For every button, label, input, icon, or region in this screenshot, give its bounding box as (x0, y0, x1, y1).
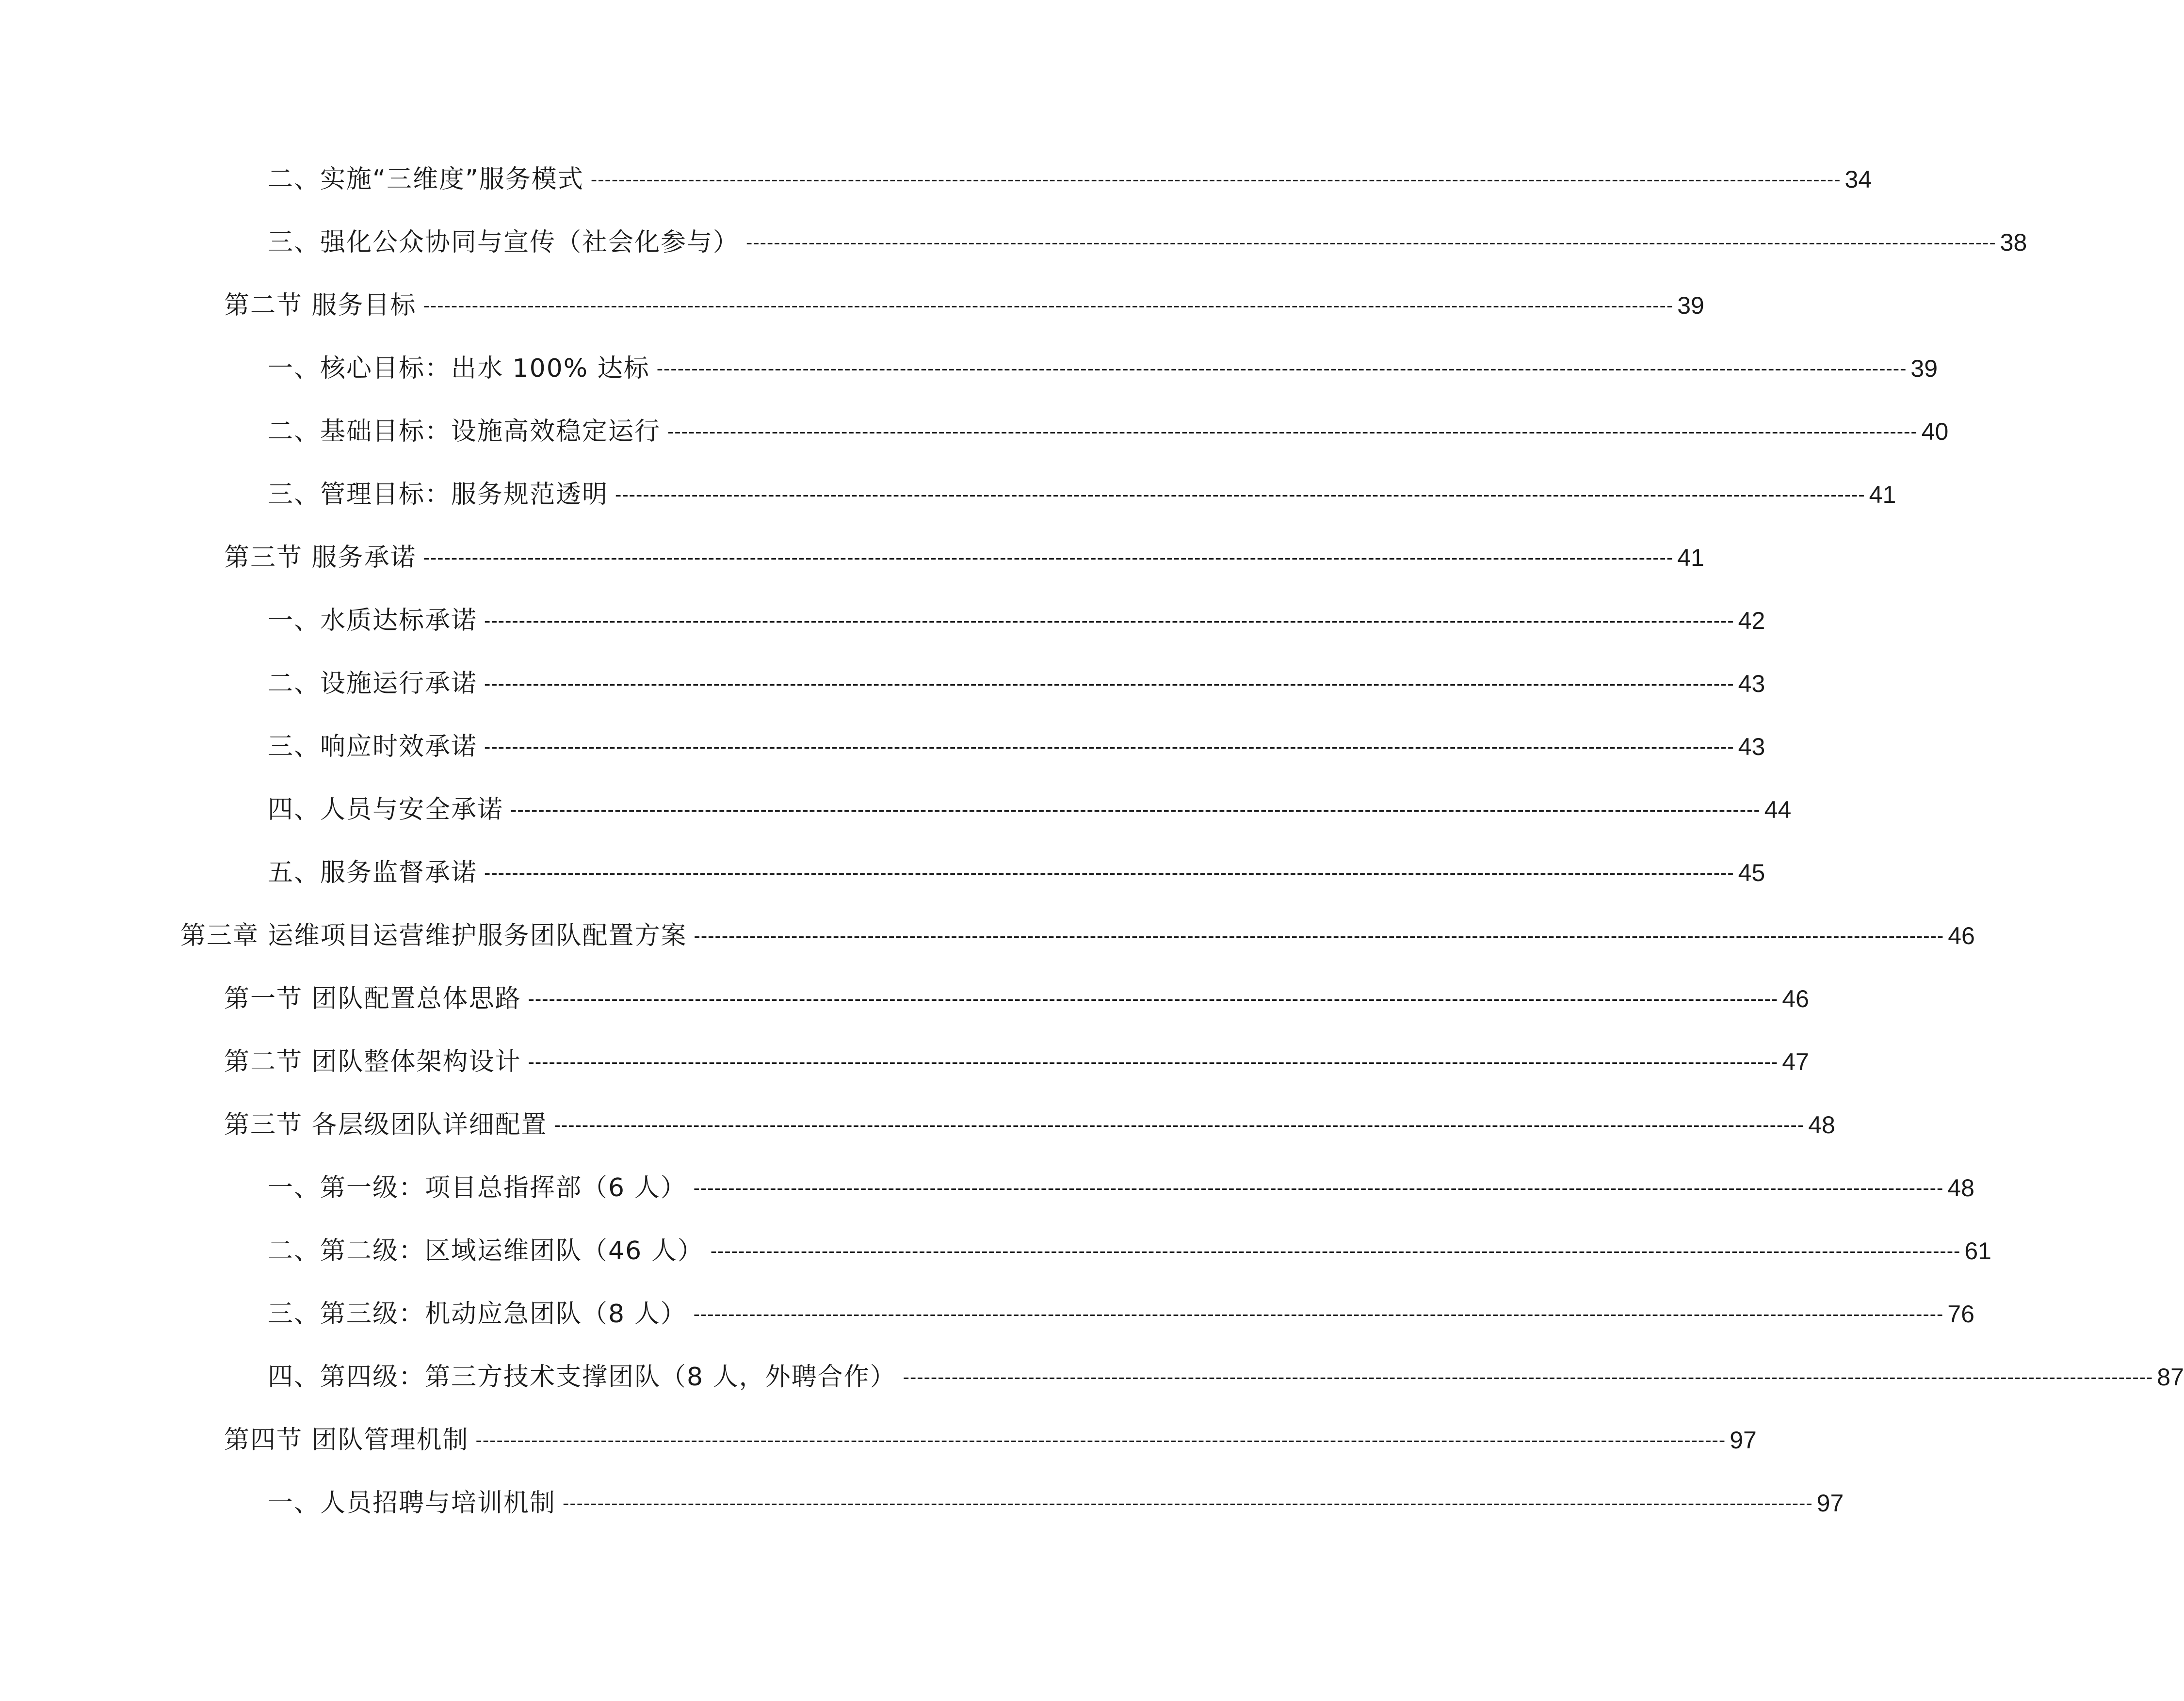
toc-page-number: 39 (1677, 292, 1704, 319)
toc-dot-leader: ------------------------------------------------------------------------------------------------------------------------------------------------------------------------------------ (554, 1114, 1805, 1136)
toc-entry[interactable] (268, 1295, 1974, 1333)
toc-entry[interactable] (268, 727, 1765, 766)
toc-entry-title: 一、水质达标承诺 (268, 606, 478, 635)
toc-entry-title: 一、人员招聘与培训机制 (268, 1489, 556, 1518)
toc-entry-title: 二、基础目标：设施高效稳定运行 (268, 417, 661, 446)
toc-page-number: 87 (2157, 1364, 2184, 1391)
toc-page-number: 44 (1764, 796, 1792, 823)
toc-entry[interactable] (268, 160, 1872, 199)
toc-entry[interactable] (224, 1043, 1809, 1081)
toc-entry-title: 第二节 服务目标 (224, 291, 417, 320)
toc-page-number: 76 (1947, 1300, 1974, 1328)
toc-entry-title: 第三节 各层级团队详细配置 (224, 1110, 548, 1139)
toc-dot-leader: ------------------------------------------------------------------------------------------------------------------------------------------------------------------------------------ (693, 1303, 1944, 1325)
toc-dot-leader: ------------------------------------------------------------------------------------------------------------------------------------------------------------------------------------ (667, 421, 1918, 442)
toc-dot-leader: ------------------------------------------------------------------------------------------------------------------------------------------------------------------------------------ (484, 610, 1734, 631)
toc-page-number: 43 (1738, 670, 1765, 697)
toc-entry-title: 三、第三级：机动应急团队（8 人） (268, 1300, 687, 1329)
toc-page-number: 39 (1910, 355, 1938, 382)
toc-page-number: 46 (1948, 922, 1975, 949)
toc-dot-leader: ------------------------------------------------------------------------------------------------------------------------------------------------------------------------------------ (710, 1240, 1961, 1262)
toc-entry-title: 三、强化公众协同与宣传（社会化参与） (268, 228, 740, 257)
toc-dot-leader: ------------------------------------------------------------------------------------------------------------------------------------------------------------------------------------ (484, 736, 1734, 757)
toc-dot-leader: ------------------------------------------------------------------------------------------------------------------------------------------------------------------------------------ (656, 358, 1907, 379)
toc-page-number: 48 (1947, 1174, 1974, 1202)
toc-page-number: 43 (1738, 733, 1765, 760)
toc-entry-title: 第三章 运维项目运营维护服务团队配置方案 (180, 921, 687, 950)
toc-page-number: 34 (1844, 166, 1872, 193)
toc-page-number: 97 (1816, 1490, 1844, 1517)
toc-dot-leader: ------------------------------------------------------------------------------------------------------------------------------------------------------------------------------------ (903, 1366, 2153, 1388)
toc-entry[interactable] (268, 1484, 1844, 1523)
toc-page-number: 97 (1730, 1427, 1757, 1454)
toc-entry-title: 第一节 团队配置总体思路 (224, 984, 521, 1013)
toc-page-number: 42 (1738, 607, 1765, 634)
toc-entry-title: 四、人员与安全承诺 (268, 795, 504, 824)
toc-entry[interactable] (224, 979, 1809, 1018)
toc-dot-leader: ------------------------------------------------------------------------------------------------------------------------------------------------------------------------------------ (510, 799, 1761, 820)
toc-dot-leader: ------------------------------------------------------------------------------------------------------------------------------------------------------------------------------------ (528, 988, 1779, 1010)
toc-entry-title: 五、服务监督承诺 (268, 858, 478, 887)
toc-dot-leader: ------------------------------------------------------------------------------------------------------------------------------------------------------------------------------------ (563, 1492, 1813, 1514)
toc-entry[interactable] (224, 538, 1704, 577)
toc-entry-title: 三、响应时效承诺 (268, 732, 478, 761)
toc-entry-title: 一、核心目标：出水 100% 达标 (268, 354, 650, 383)
toc-entry[interactable] (268, 1169, 1974, 1207)
toc-dot-leader: ------------------------------------------------------------------------------------------------------------------------------------------------------------------------------------ (484, 862, 1734, 883)
toc-entry[interactable] (268, 412, 1949, 451)
toc-page-number: 61 (1964, 1237, 1991, 1265)
toc-entry[interactable] (268, 349, 1938, 388)
toc-entry[interactable] (268, 601, 1765, 640)
toc-entry[interactable] (224, 1106, 1835, 1144)
toc-entry-title: 四、第四级：第三方技术支撑团队（8 人，外聘合作） (268, 1363, 896, 1392)
toc-entry-title: 第二节 团队整体架构设计 (224, 1047, 521, 1076)
toc-entry[interactable] (268, 475, 1896, 514)
toc-page-number: 46 (1782, 985, 1809, 1012)
toc-entry[interactable] (268, 1232, 1991, 1270)
toc-entry-title: 第三节 服务承诺 (224, 543, 417, 572)
toc-entry-title: 三、管理目标：服务规范透明 (268, 480, 609, 509)
toc-entry[interactable] (180, 916, 1975, 955)
toc-entry[interactable] (224, 286, 1704, 325)
toc-entry[interactable] (268, 664, 1765, 703)
toc-dot-leader: ------------------------------------------------------------------------------------------------------------------------------------------------------------------------------------ (746, 232, 1996, 253)
toc-entry[interactable] (224, 1421, 1757, 1460)
toc-entry-title: 二、设施运行承诺 (268, 669, 478, 698)
toc-dot-leader: ------------------------------------------------------------------------------------------------------------------------------------------------------------------------------------ (475, 1429, 1726, 1451)
toc-entry-title: 第四节 团队管理机制 (224, 1426, 469, 1455)
toc-entry[interactable] (268, 790, 1792, 829)
toc-dot-leader: ------------------------------------------------------------------------------------------------------------------------------------------------------------------------------------ (423, 295, 1674, 316)
toc-dot-leader: ------------------------------------------------------------------------------------------------------------------------------------------------------------------------------------ (423, 547, 1674, 568)
toc-dot-leader: ------------------------------------------------------------------------------------------------------------------------------------------------------------------------------------ (528, 1051, 1779, 1073)
toc-page-number: 40 (1921, 418, 1949, 445)
toc-dot-leader: ------------------------------------------------------------------------------------------------------------------------------------------------------------------------------------ (694, 925, 1944, 947)
toc-dot-leader: ------------------------------------------------------------------------------------------------------------------------------------------------------------------------------------ (484, 673, 1734, 694)
toc-page-number: 38 (2000, 229, 2027, 256)
toc-entry[interactable] (268, 1358, 2184, 1396)
toc-page-number: 48 (1808, 1111, 1835, 1139)
toc-entry[interactable] (268, 853, 1765, 892)
toc-dot-leader: ------------------------------------------------------------------------------------------------------------------------------------------------------------------------------------ (590, 169, 1841, 190)
toc-entry-title: 二、实施“三维度”服务模式 (268, 165, 584, 194)
toc-entry-title: 二、第二级：区域运维团队（46 人） (268, 1236, 704, 1266)
toc-page-number: 47 (1782, 1048, 1809, 1075)
toc-page-number: 41 (1677, 544, 1704, 571)
toc-dot-leader: ------------------------------------------------------------------------------------------------------------------------------------------------------------------------------------ (615, 484, 1865, 505)
toc-page-number: 41 (1869, 481, 1896, 508)
toc-page-number: 45 (1738, 859, 1765, 886)
toc-entry[interactable] (268, 223, 2027, 262)
toc-dot-leader: ------------------------------------------------------------------------------------------------------------------------------------------------------------------------------------ (693, 1177, 1944, 1199)
toc-entry-title: 一、第一级：项目总指挥部（6 人） (268, 1173, 687, 1203)
